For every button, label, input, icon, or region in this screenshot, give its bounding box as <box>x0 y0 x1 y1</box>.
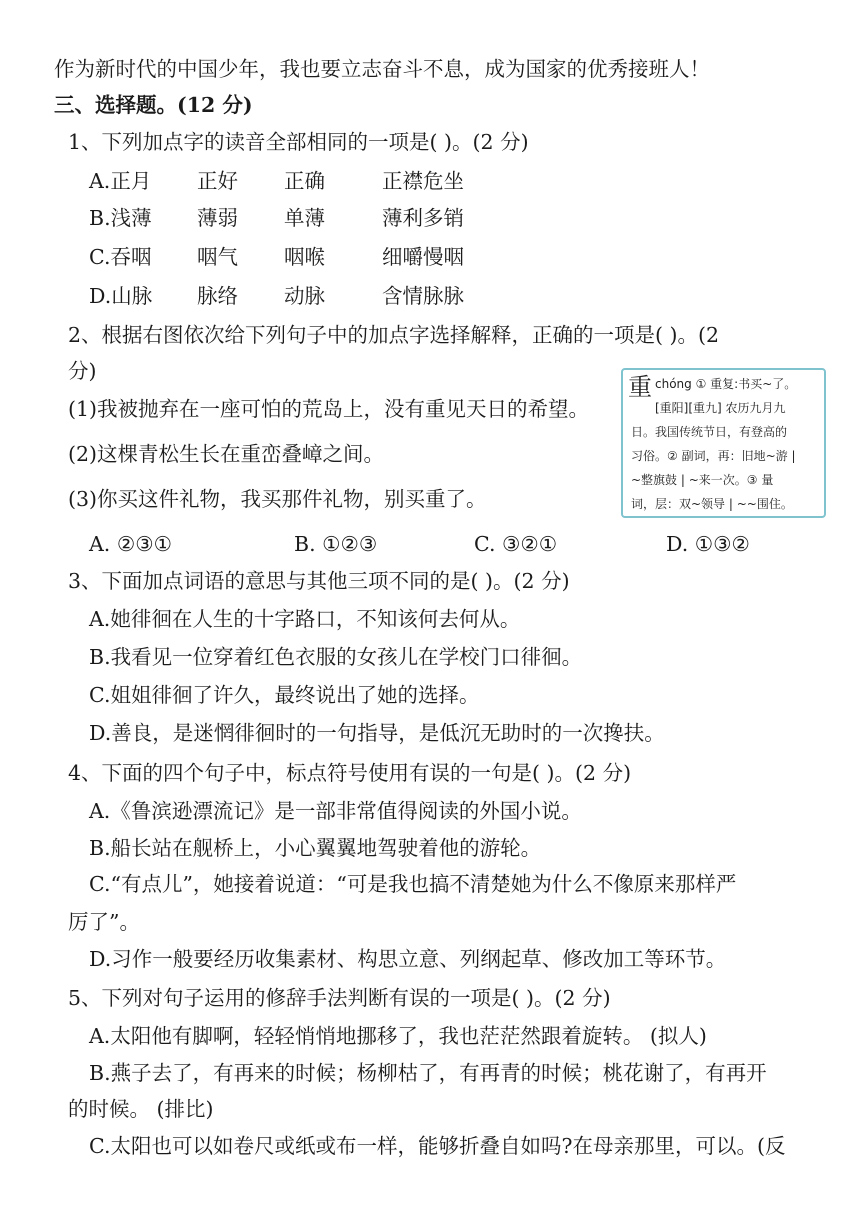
q2-choice-c[interactable]: C. ③②① <box>474 532 558 556</box>
q2-choice-a[interactable]: A. ②③① <box>89 532 172 556</box>
q2-choice-b[interactable]: B. ①②③ <box>294 532 378 556</box>
q3-option-d[interactable]: D.善良，是迷惘徘徊时的一句指导，是低沉无助时的一次搀扶。 <box>89 721 665 745</box>
q1-option-text: 动脉 <box>284 284 325 308</box>
q1-option-text: 正确 <box>284 169 325 193</box>
q1-option-text: 正襟危坐 <box>382 169 464 193</box>
q5-option-c[interactable]: C.太阳也可以如卷尺或纸或布一样，能够折叠自如吗?在母亲那里，可以。(反 <box>89 1134 786 1158</box>
q5-stem: 5、下列对句子运用的修辞手法判断有误的一项是( )。(2 分) <box>68 986 611 1010</box>
q1-option-text: 咽气 <box>197 245 238 269</box>
q4-option-b[interactable]: B.船长站在舰桥上，小心翼翼地驾驶着他的游轮。 <box>89 836 542 860</box>
q3-option-a[interactable]: A.她徘徊在人生的十字路口，不知该何去何从。 <box>89 607 521 631</box>
dictionary-line: 日。我国传统节日，有登高的 <box>631 425 788 439</box>
dictionary-headword: 重 <box>628 373 652 401</box>
dictionary-line: [重阳][重九] 农历九月九 <box>655 401 786 415</box>
q4-option-a[interactable]: A.《鲁滨逊漂流记》是一部非常值得阅读的外国小说。 <box>89 799 582 823</box>
q5-option-b[interactable]: B.燕子去了，有再来的时候；杨柳枯了，有再青的时候；桃花谢了，有再开 <box>89 1061 767 1085</box>
q3-stem: 3、下面加点词语的意思与其他三项不同的是( )。(2 分) <box>68 569 570 593</box>
q1-option-text: A.正月 <box>89 169 152 193</box>
q1-option-text: D.山脉 <box>89 284 153 308</box>
section-title: 三、选择题。(12 分) <box>54 93 253 117</box>
q1-option-text: B.浅薄 <box>89 206 152 230</box>
dictionary-definition <box>631 372 820 516</box>
q1-stem: 1、下列加点字的读音全部相同的一项是( )。(2 分) <box>68 130 529 154</box>
intro-line: 作为新时代的中国少年，我也要立志奋斗不息，成为国家的优秀接班人！ <box>54 57 710 81</box>
q1-option-text: 正好 <box>197 169 238 193</box>
q2-stem-continued: 分) <box>68 359 97 383</box>
q4-option-d[interactable]: D.习作一般要经历收集素材、构思立意、列纲起草、修改加工等环节。 <box>89 947 727 971</box>
q5-option-a[interactable]: A.太阳他有脚啊，轻轻悄悄地挪移了，我也茫茫然跟着旋转。 (拟人) <box>89 1024 707 1048</box>
dictionary-line: 词，层：双~领导 | ~~围住。 <box>631 497 793 511</box>
q4-option-c-continued: 厉了”。 <box>68 910 140 934</box>
q1-option-text: 细嚼慢咽 <box>382 245 464 269</box>
dictionary-line: 习俗。② 副词，再：旧地~游 | <box>631 449 796 463</box>
q1-option-text: C.吞咽 <box>89 245 152 269</box>
q3-option-b[interactable]: B.我看见一位穿着红色衣服的女孩儿在学校门口徘徊。 <box>89 645 583 669</box>
dictionary-line: ~整旗鼓 | ~来一次。③ 量 <box>631 473 774 487</box>
q1-option-text: 脉络 <box>197 284 238 308</box>
q1-option-text: 咽喉 <box>284 245 325 269</box>
dictionary-entry-box <box>621 368 826 518</box>
dictionary-line: chóng ① 重复:书买~了。 <box>655 377 797 391</box>
q2-sentence-3: (3)你买这件礼物，我买那件礼物，别买重了。 <box>68 487 487 511</box>
q2-choice-d[interactable]: D. ①③② <box>666 532 750 556</box>
q2-sentence-2: (2)这棵青松生长在重峦叠嶂之间。 <box>68 442 385 466</box>
q1-option-text: 单薄 <box>284 206 325 230</box>
q4-stem: 4、下面的四个句子中，标点符号使用有误的一句是( )。(2 分) <box>68 761 632 785</box>
q1-option-text: 薄利多销 <box>382 206 464 230</box>
q1-option-text: 薄弱 <box>197 206 238 230</box>
q5-option-b-continued: 的时候。 (排比) <box>68 1097 214 1121</box>
q1-option-text: 含情脉脉 <box>382 284 464 308</box>
q2-sentence-1: (1)我被抛弃在一座可怕的荒岛上，没有重见天日的希望。 <box>68 397 590 421</box>
q3-option-c[interactable]: C.姐姐徘徊了许久，最终说出了她的选择。 <box>89 683 480 707</box>
q2-stem: 2、根据右图依次给下列句子中的加点字选择解释，正确的一项是( )。(2 <box>68 323 720 347</box>
q4-option-c[interactable]: C.“有点儿”，她接着说道：“可是我也搞不清楚她为什么不像原来那样严 <box>89 872 737 896</box>
